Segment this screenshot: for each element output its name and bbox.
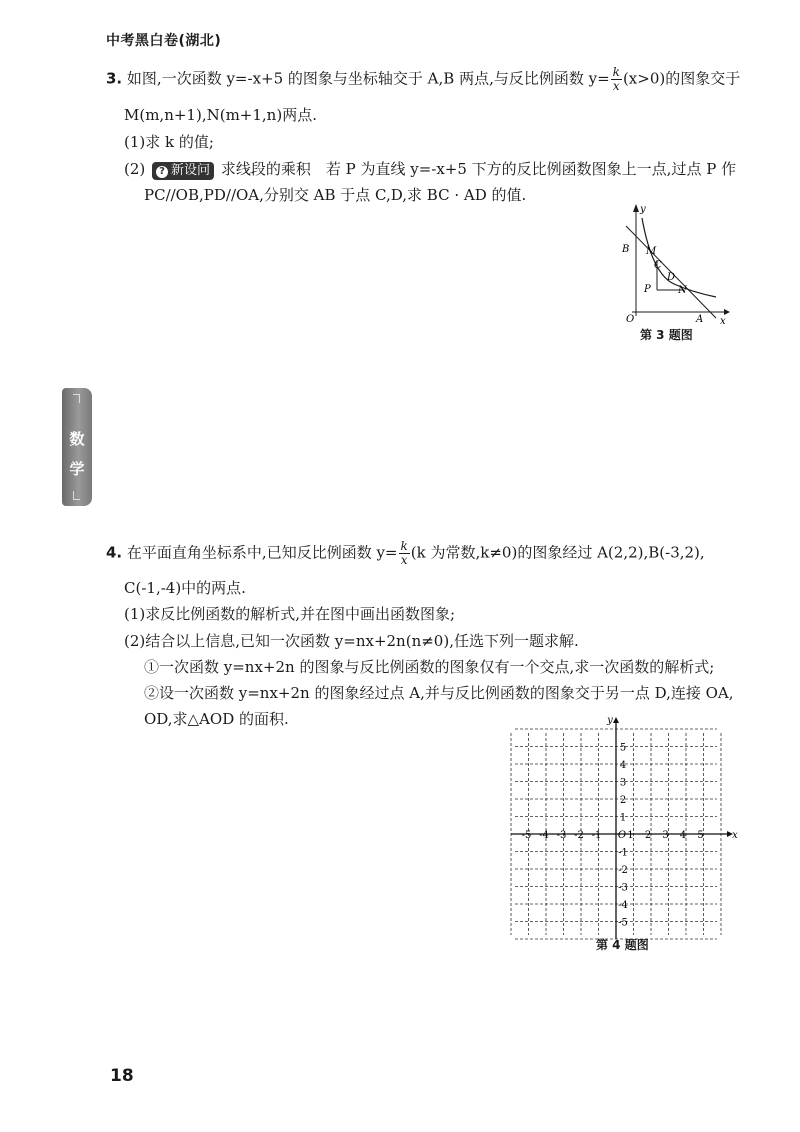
page-number: 18 — [110, 1066, 134, 1086]
y-tick-label: 1 — [619, 812, 627, 824]
y-tick-label: -2 — [618, 865, 628, 876]
side-tab-char-1: 数 — [69, 430, 85, 448]
q3-label-n: N — [678, 285, 687, 296]
q3-x-arrow — [724, 309, 730, 315]
q3-line1 — [106, 66, 740, 93]
x-tick-label: -1 — [591, 830, 602, 841]
q4-fraction — [399, 540, 410, 567]
q3-frac-numerator: k — [612, 65, 620, 79]
q3-label-y: y — [640, 204, 646, 215]
x-tick-label: -3 — [556, 830, 567, 841]
x-tick-label: 5 — [697, 830, 704, 841]
q3-y-arrow — [633, 204, 639, 212]
q3-part2-prefix: (2) — [124, 160, 146, 178]
q3-number: 3. — [106, 69, 123, 88]
q4-y-arrow — [613, 717, 619, 723]
q4-sub1: ①一次函数 y=nx+2n 的图象与反比例函数的图象仅有一个交点,求一次函数的解析式; — [144, 658, 715, 676]
q4-sub2-line1: ②设一次函数 y=nx+2n 的图象经过点 A,并与反比例函数的图象交于另一点 D,连接 OA, — [144, 684, 734, 702]
q3-figure — [612, 204, 730, 327]
q4-number: 4. — [106, 543, 123, 562]
q3-part2 — [124, 158, 736, 180]
y-tick-label: 3 — [619, 777, 627, 789]
y-tick-label: 4 — [619, 760, 627, 771]
q3-part2-text: 求线段的乘积 若 P 为直线 y=-x+5 下方的反比例函数图象上一点,过点 P 作 — [220, 160, 737, 178]
side-tab-char-2: 学 — [69, 460, 85, 478]
q3-part1: (1)求 k 的值; — [124, 133, 214, 151]
q4-x-axis-label: x — [732, 830, 738, 841]
q3-label-m: M — [646, 246, 657, 257]
tab-corner-mark — [73, 491, 80, 500]
q3-line2: M(m,n+1),N(m+1,n)两点. — [124, 106, 317, 124]
y-tick-label: -3 — [618, 882, 628, 894]
lightbulb-icon: ? — [156, 166, 168, 178]
x-tick-label: 3 — [662, 830, 669, 841]
q3-fraction — [611, 66, 622, 93]
q3-label-a: A — [696, 314, 704, 325]
x-tick-label: 1 — [627, 830, 634, 841]
q4-part2: (2)结合以上信息,已知一次函数 y=nx+2n(n≠0),任选下列一题求解. — [124, 632, 579, 650]
x-tick-label: 2 — [644, 830, 652, 841]
q3-line1-text-b: (x>0)的图象交于 — [622, 69, 741, 88]
q3-figure-caption: 第 3 题图 — [640, 328, 693, 342]
q3-label-p: P — [644, 284, 651, 295]
q3-label-o: O — [626, 314, 635, 325]
q4-line2: C(-1,-4)中的两点. — [124, 579, 246, 597]
x-tick-label: -5 — [521, 830, 532, 841]
q4-y-axis-label: y — [607, 715, 613, 726]
q4-coordinate-grid — [521, 715, 738, 929]
q3-label-c: C — [654, 260, 662, 271]
y-tick-label: -1 — [618, 847, 628, 859]
q3-line1-text-a: 如图,一次函数 y=-x+5 的图象与坐标轴交于 A,B 两点,与反比例函数 y= — [126, 69, 610, 88]
q4-line1-text-a: 在平面直角坐标系中,已知反比例函数 y= — [126, 543, 398, 562]
page-header-title: 中考黑白卷(湖北) — [106, 33, 222, 49]
q3-part2-line2: PC//OB,PD//OA,分别交 AB 于点 C,D,求 BC · AD 的值. — [144, 186, 527, 204]
q4-part1: (1)求反比例函数的解析式,并在图中画出函数图象; — [124, 605, 456, 623]
q3-label-x: x — [720, 316, 726, 327]
y-tick-label: -5 — [618, 917, 628, 929]
q3-frac-denominator: x — [612, 79, 620, 93]
x-tick-label: 4 — [679, 830, 687, 841]
y-tick-label: -4 — [618, 900, 628, 911]
q3-label-b: B — [622, 244, 630, 255]
q4-line1-text-b: (k 为常数,k≠0)的图象经过 A(2,2),B(-3,2), — [410, 543, 705, 562]
x-tick-label: -4 — [539, 830, 549, 841]
q4-origin-label: O — [617, 830, 627, 841]
q3-label-d: D — [667, 272, 676, 283]
q4-figure-caption: 第 4 题图 — [596, 938, 649, 952]
tab-corner-mark — [73, 394, 80, 403]
subject-side-tab — [62, 388, 92, 506]
q4-frac-denominator: x — [400, 553, 408, 567]
y-tick-label: 5 — [619, 742, 627, 754]
badge-label: 新设问 — [171, 163, 211, 178]
new-question-badge — [152, 162, 214, 180]
q4-sub2-line2: OD,求△AOD 的面积. — [144, 710, 289, 728]
q4-line1 — [106, 540, 705, 567]
x-tick-label: -2 — [574, 830, 584, 841]
y-tick-label: 2 — [619, 795, 627, 806]
q4-frac-numerator: k — [400, 539, 408, 553]
